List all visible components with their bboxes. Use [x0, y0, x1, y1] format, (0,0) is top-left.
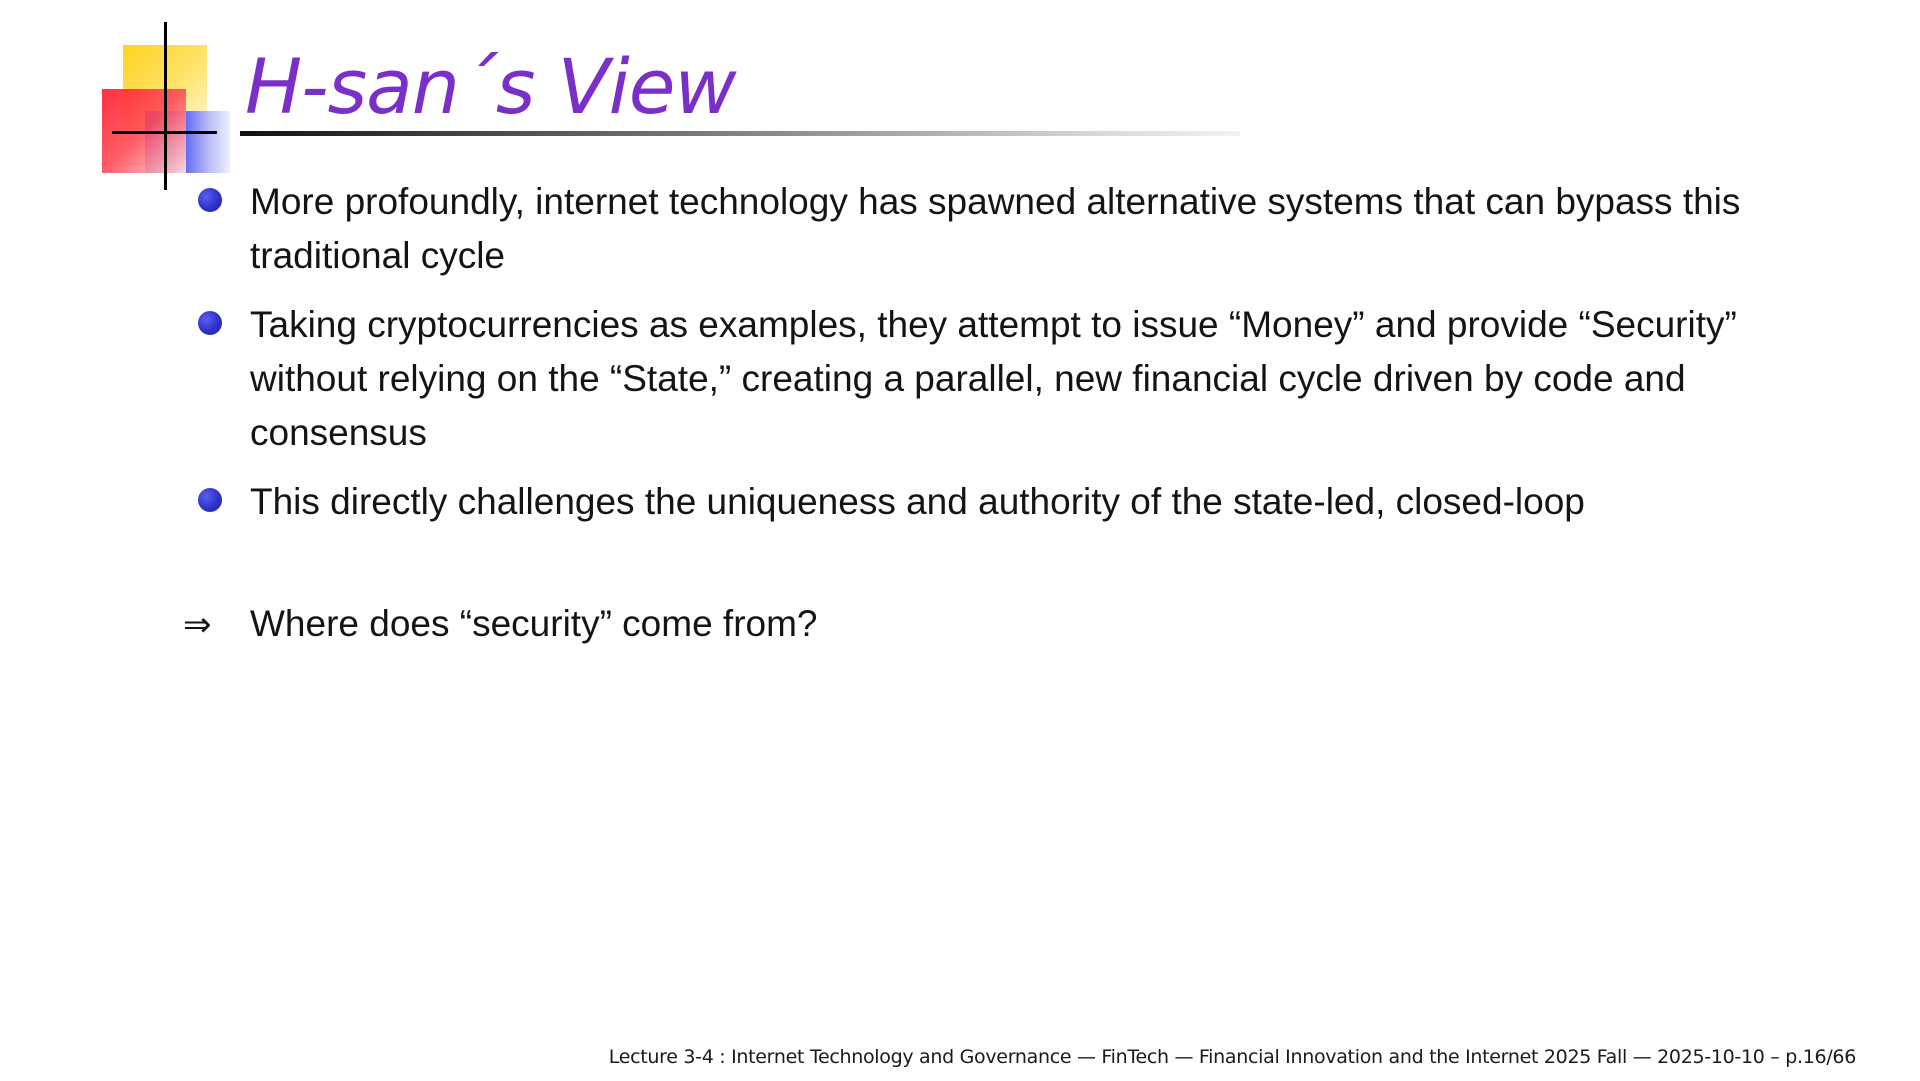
slide-title: H-san´s View — [245, 42, 736, 131]
implication-text: Where does “security” come from? — [250, 603, 818, 644]
bullet-text: Taking cryptocurrencies as examples, they attempt to issue “Money” and provide “Security” without relying on the “State,” creating a parallel, new financial cycle driven by code and consensus — [250, 304, 1737, 453]
bullet-text: More profoundly, internet technology has spawned alternative systems that can bypass this traditional cycle — [250, 181, 1741, 276]
bullet-dot-icon — [198, 188, 222, 212]
bullet-item — [195, 175, 1795, 283]
slide-logo — [100, 22, 240, 190]
bullet-text: This directly challenges the uniqueness and authority of the state-led, closed-loop — [250, 481, 1585, 522]
bullet-item — [195, 298, 1795, 460]
implies-arrow-icon: ⇒ — [183, 605, 212, 645]
bullet-dot-icon — [198, 311, 222, 335]
implication-line — [183, 597, 818, 652]
bullet-dot-icon — [198, 488, 222, 512]
bullet-item — [195, 475, 1795, 529]
bullet-list — [195, 175, 1795, 544]
logo-cross-horizontal — [112, 131, 217, 134]
title-underline — [240, 131, 1240, 136]
logo-cross-vertical — [164, 22, 167, 190]
slide-footer: Lecture 3-4 : Internet Technology and Governance — FinTech — Financial Innovation and the Internet 2025 Fall — 2025-10-10 – p.16/66 — [608, 1046, 1856, 1068]
